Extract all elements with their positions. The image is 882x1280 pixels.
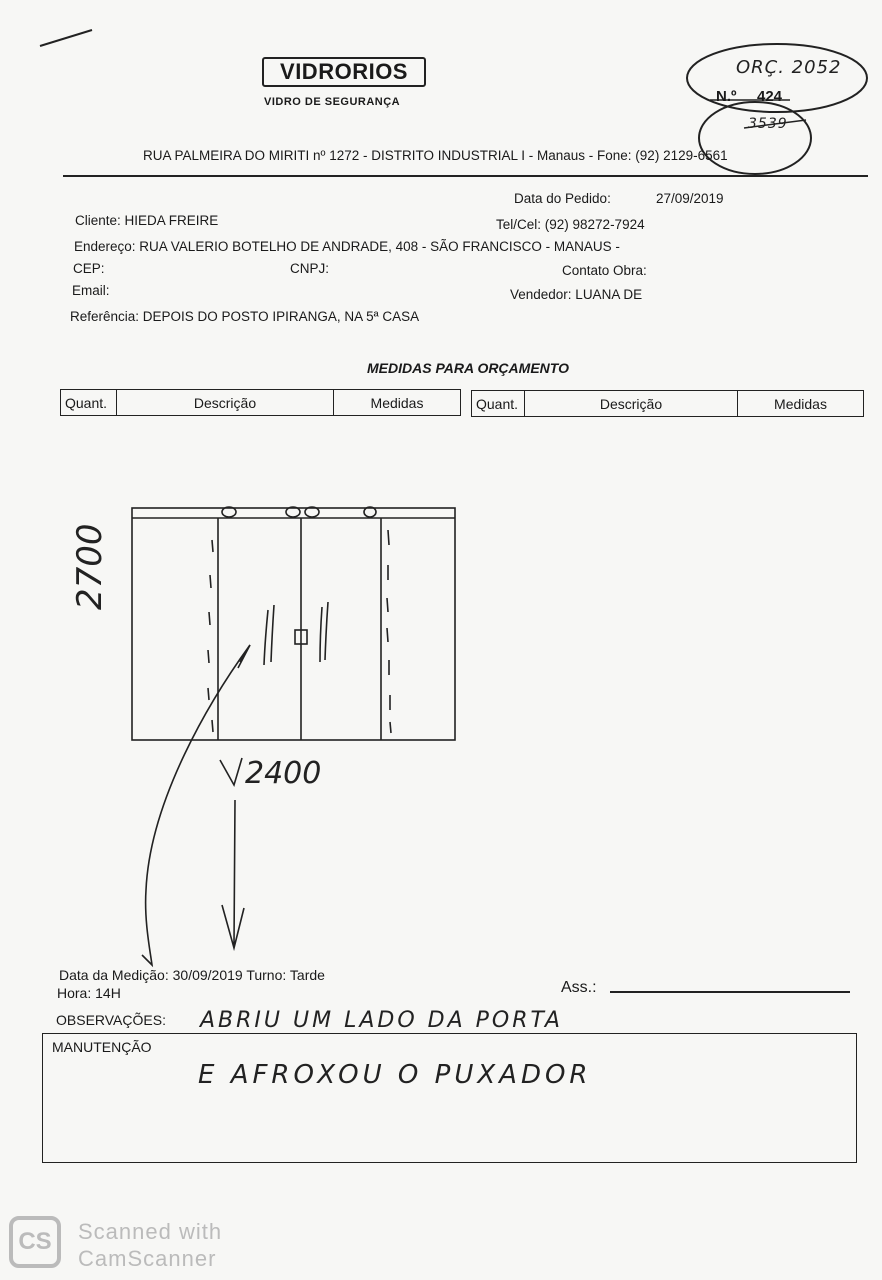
order-number-label: N.º: [716, 88, 737, 105]
measures-table-right: [471, 390, 864, 417]
measures-table-left: [60, 389, 461, 416]
col-measures: Medidas: [370, 394, 424, 411]
measures-title: MEDIDAS PARA ORÇAMENTO: [367, 360, 569, 376]
signature-label: Ass.:: [561, 979, 597, 996]
order-number-value: 424: [757, 88, 783, 105]
col-description: Descrição: [525, 391, 738, 416]
site-contact-label: Contato Obra:: [562, 263, 647, 278]
col-description: Descrição: [117, 390, 334, 415]
order-number-crossed: 3539: [748, 116, 788, 132]
camscanner-logo: CS: [9, 1216, 61, 1268]
observations-label: OBSERVAÇÕES:: [56, 1012, 166, 1028]
orc-number-handwritten: ORÇ. 2052: [736, 57, 842, 78]
company-tagline: VIDRO DE SEGURANÇA: [264, 96, 401, 108]
order-date-value: 27/09/2019: [656, 191, 724, 206]
col-measures: Medidas: [774, 395, 827, 412]
company-logo-text: VIDRORIOS: [280, 59, 408, 84]
observation-line-2: E AFROXOU O PUXADOR: [198, 1060, 592, 1090]
email-label: Email:: [72, 283, 110, 298]
client-phone: Tel/Cel: (92) 98272-7924: [496, 217, 645, 232]
order-date-label: Data do Pedido:: [514, 191, 611, 206]
pen-mark: [36, 26, 96, 52]
door-sketch: [70, 500, 470, 980]
observations-box: [42, 1033, 857, 1163]
col-quant: Quant.: [61, 390, 117, 415]
observation-line-1: ABRIU UM LADO DA PORTA: [200, 1008, 563, 1033]
camscanner-watermark: Scanned with CamScanner: [78, 1219, 223, 1271]
measure-hour: Hora: 14H: [57, 985, 121, 1001]
signature-line: [610, 991, 850, 993]
client-name: Cliente: HIEDA FREIRE: [75, 213, 219, 228]
cnpj-label: CNPJ:: [290, 261, 330, 276]
reference: Referência: DEPOIS DO POSTO IPIRANGA, NA 5ª CASA: [70, 309, 420, 324]
width-dimension: 2400: [245, 756, 322, 791]
cep-label: CEP:: [73, 261, 105, 276]
height-dimension: 2700: [70, 523, 110, 610]
measure-date: Data da Medição: 30/09/2019 Turno: Tarde: [59, 967, 325, 983]
maintenance-label: MANUTENÇÃO: [52, 1039, 152, 1055]
col-quant: Quant.: [472, 391, 525, 416]
client-address: Endereço: RUA VALERIO BOTELHO DE ANDRADE, 408 - SÃO FRANCISCO - MANAUS -: [74, 239, 620, 254]
company-logo: [262, 57, 426, 87]
company-address: RUA PALMEIRA DO MIRITI nº 1272 - DISTRITO INDUSTRIAL I - Manaus - Fone: (92) 2129-6561: [143, 148, 728, 163]
header-divider: [63, 175, 868, 177]
seller-name: Vendedor: LUANA DE: [510, 287, 643, 302]
